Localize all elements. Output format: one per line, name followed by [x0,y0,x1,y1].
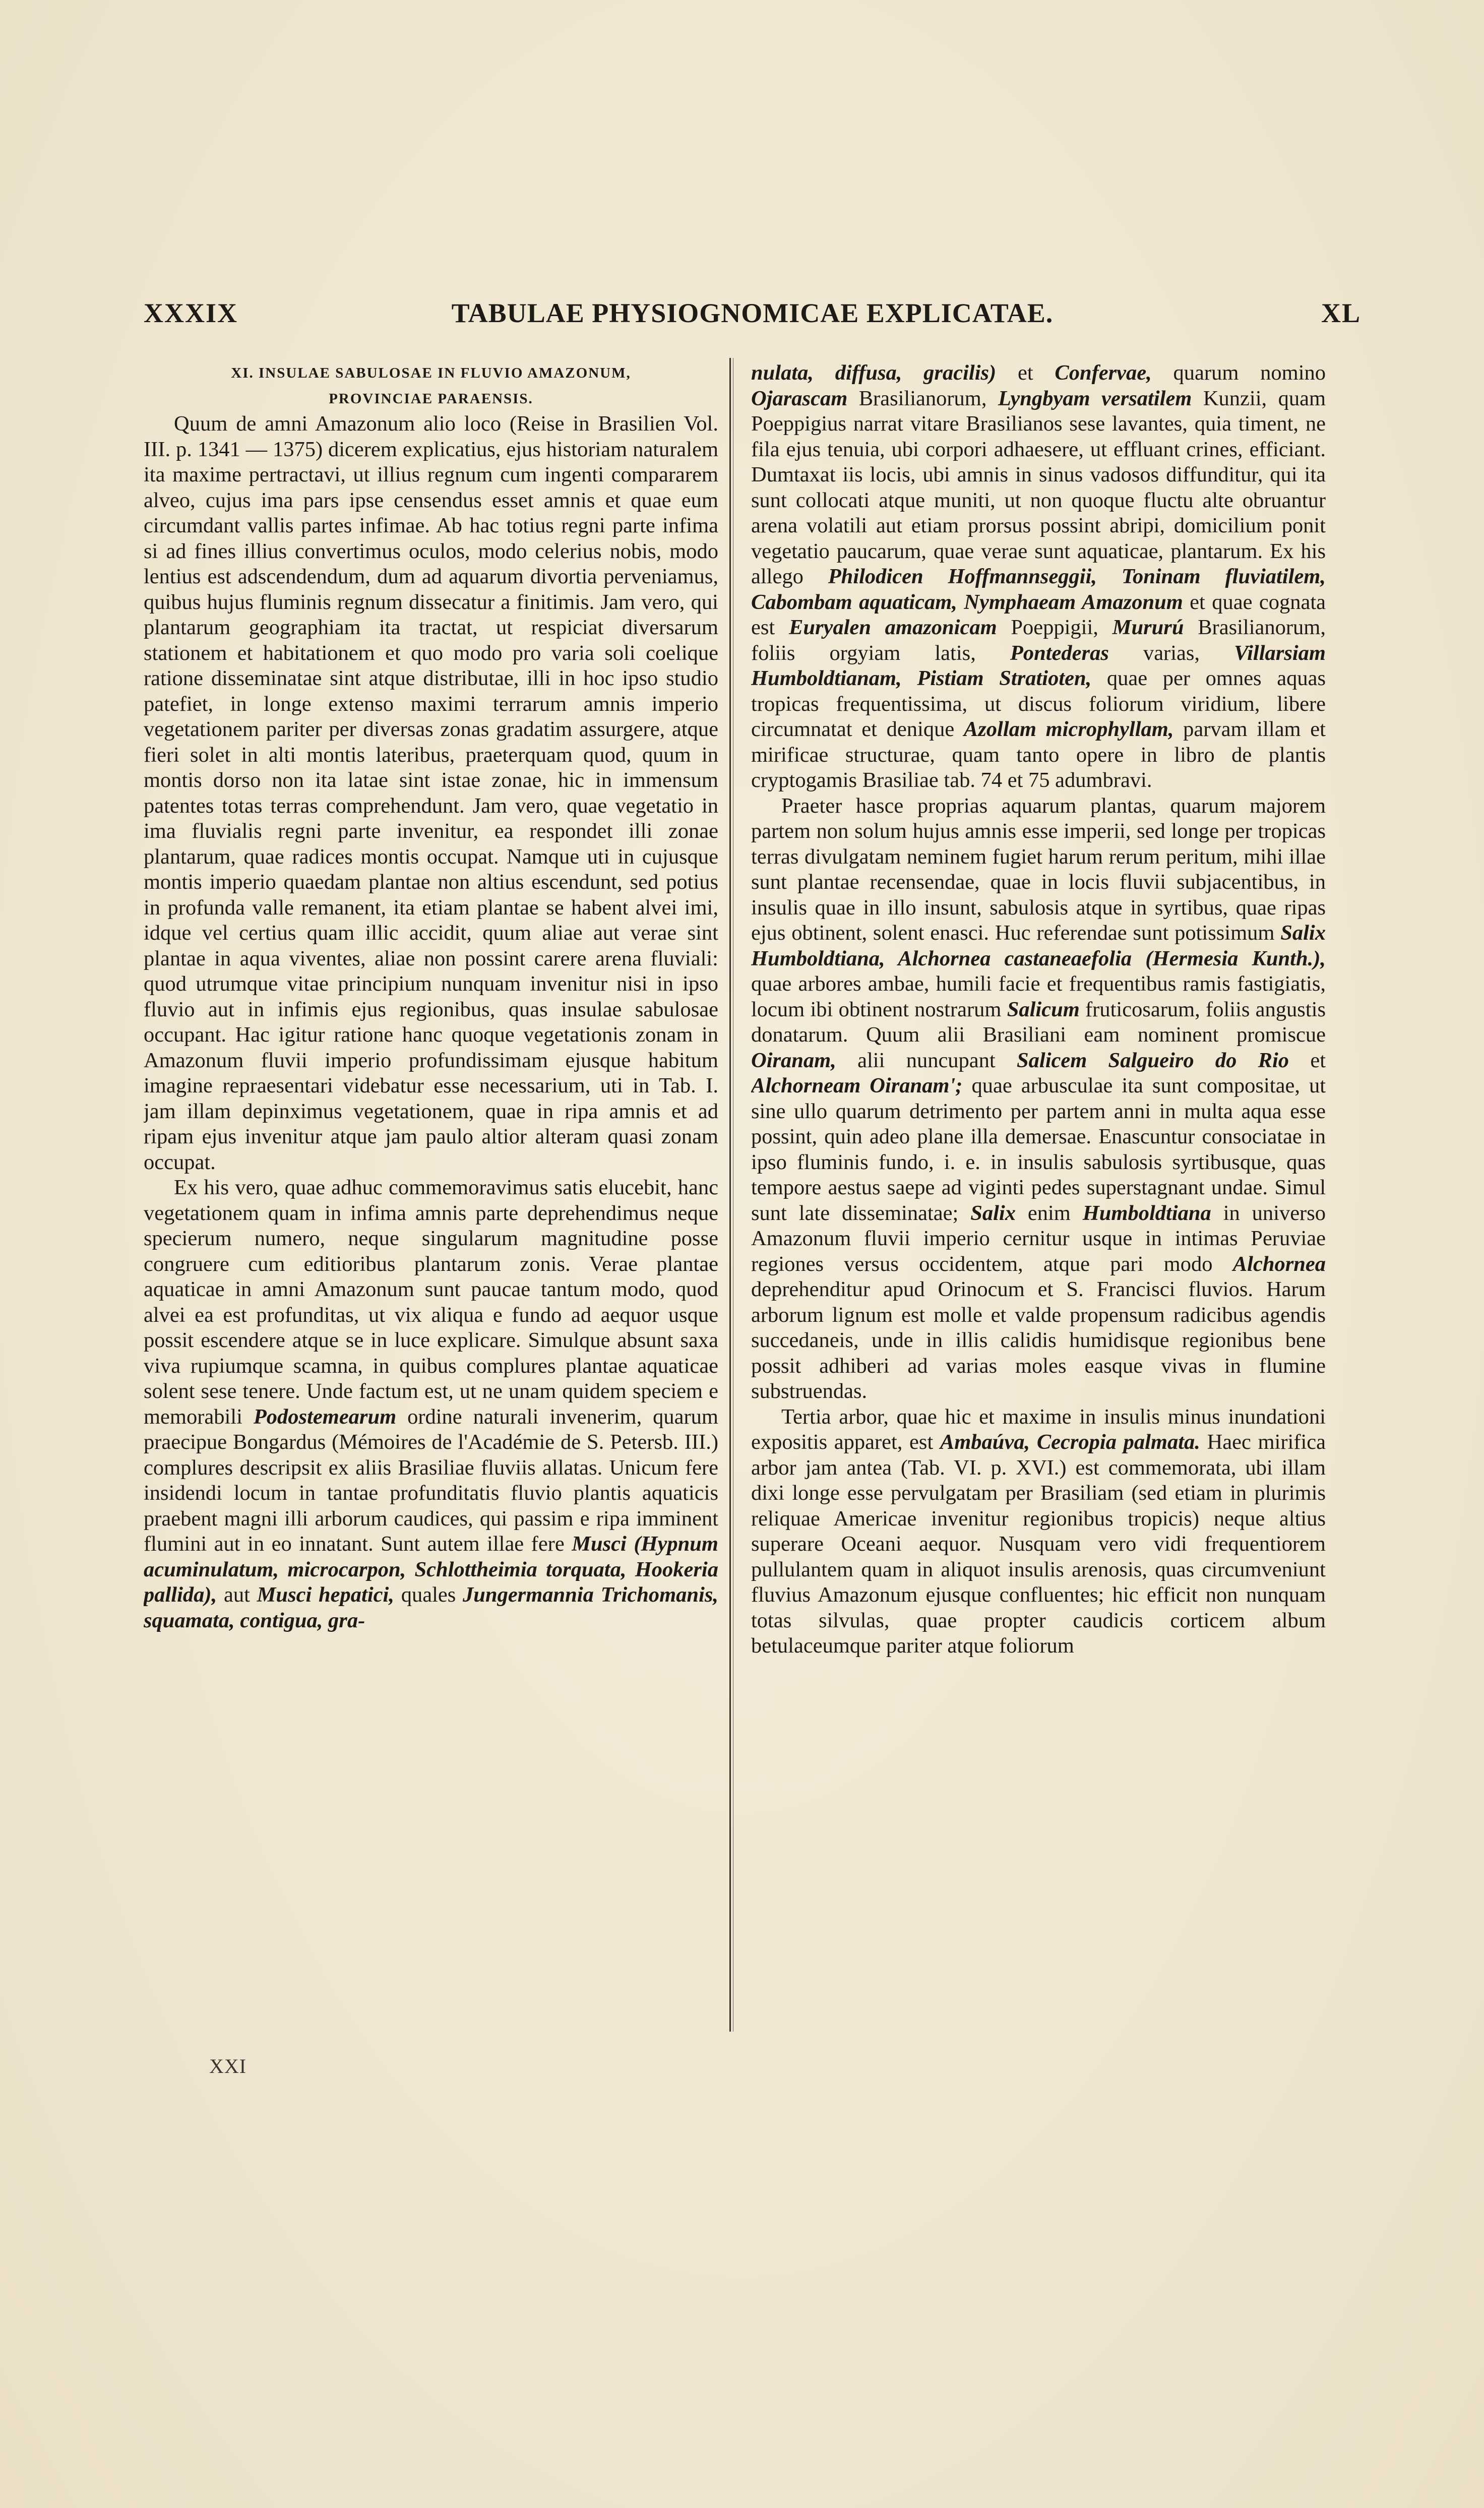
left-column [144,360,718,2034]
section-title-line2: PROVINCIAE PARAENSIS. [329,390,533,407]
right-paragraph-2: Praeter hasce proprias aquarum plantas, quarum majorem partem non solum hujus amnis esse imperii, sed longe per tropicas terras divulgatam neminem fugiet harum rerum peritum, mihi illae sunt plantae recensendae, quae in locis fluvii subjacentibus, in insulis quae in illo insunt, sabulosis atque in syrtibus, quae ripas ejus obtinent, solent enasci. Huc referendae sunt potissimum Salix Humboldtiana, Alchornea castaneaefolia (Hermesia Kunth.), quae arbores ambae, humili facie et frequentibus ramis fastigiatis, locum ibi obtinent nostrarum Salicum fruticosarum, foliis angustis donatarum. Quum alii Brasiliani eam nominent promiscue Oiranam, alii nuncupant Salicem Salgueiro do Rio et Alchorneam Oiranam'; quae arbusculae ita sunt compositae, ut sine ullo quarum detrimento per partem anni in multa aqua esse possint, quin adeo plane illa demersae. Enascuntur consociatae in ipso fluminis fundo, i. e. in insulis sabulosis syrtibusque, quas tempore aestus saepe ad viginti pedes superstagnant undae. Simul sunt late disseminatae; Salix enim Humboldtiana in universo Amazonum fluvii imperio cernitur usque in intimas Peruviae regiones versus occidentem, atque pari modo Alchornea deprehenditur apud Orinocum et S. Francisci fluvios. Harum arborum lignum est molle et valde propensum radicibus agendis succedaneis, unde in illis calidis humidisque regionibus bene possit adhiberi ad varias moles easque vivas in flumine substruendas. [751,793,1326,1403]
right-column [751,360,1326,2034]
left-paragraph-2: Ex his vero, quae adhuc commemoravimus satis elucebit, hanc vegetationem quam in infima amnis parte deprehendimus neque specierum numero, neque singularum magnitudine posse congruere cum editioribus plantarum zonis. Verae plantae aquaticae in amni Amazonum sunt paucae tantum modo, quod alvei ea est profunditas, ut vix aliqua e fundo ad aequor usque possit escendere atque se in luce explicare. Simulque absunt saxa viva rupiumque scamna, in quibus complures plantae aquaticae solent sese tenere. Unde factum est, ut ne unam quidem speciem e memorabili Podostemearum ordine naturali invenerim, quarum praecipue Bongardus (Mémoires de l'Académie de S. Petersb. III.) complures descripsit ex aliis Brasiliae fluviis allatas. Unicum fere insidendi locum in tantae profunditatis fluvio plantis aquaticis praebent magni illi arborum caudices, qui passim e ripa imminent flumini aut in eo innatant. Sunt autem illae fere Musci (Hypnum acuminulatum, microcarpon, Schlottheimia torquata, Hookeria pallida), aut Musci hepatici, quales Jungermannia Trichomanis, squamata, contigua, gra- [144,1176,718,1632]
column-rule [729,358,731,2032]
page-number-right: XL [1321,298,1361,328]
right-paragraph-1: nulata, diffusa, gracilis) et Confervae, quarum nomino Ojarascam Brasilianorum, Lyngbyam versatilem Kunzii, quam Poeppigius narrat vitare Brasilianos sese lavantes, quia timent, ne fila ejus tenuia, ubi corpori adhaesere, ut effluant crines, efficiant. Dumtaxat iis locis, ubi amnis in sinus vadosos diffunditur, qui ita sunt collocati atque muniti, ut non quoque fluctu alte obruantur arena volatili aut etiam prorsus possint abripi, domicilium ponit vegetatio paucarum, quae verae sunt aquaticae, plantarum. Ex his allego Philodicen Hoffmannseggii, Toninam fluviatilem, Cabombam aquaticam, Nymphaeam Amazonum et quae cognata est Euryalen amazonicam Poeppigii, Mururú Brasilianorum, foliis orgyiam latis, Pontederas varias, Villarsiam Humboldtianam, Pistiam Stratioten, quae per omnes aquas tropicas frequentissima, ut discus foliorum viridium, libere circumnatat et denique Azollam microphyllam, parvam illam et mirificae structurae, quam tanto opere in libro de plantis cryptogamis Brasiliae tab. 74 et 75 adumbravi. [751,361,1326,792]
signature-mark: XXI [209,2055,247,2077]
running-header [144,297,1361,343]
right-paragraph-3: Tertia arbor, quae hic et maxime in insulis minus inundationi expositis apparet, est Ambaúva, Cecropia palmata. Haec mirifica arbor jam antea (Tab. VI. p. XVI.) est commemorata, ubi illam dixi longe esse pervulgatam per Brasiliam (sed etiam in plurimis reliquae Americae invenitur regionibus tropicis) neque altius superare Oceani aequor. Nusquam vero vidi frequentiorem pullulantem quam in aliquot insulis arenosis, quas circumveniunt fluvius Amazonum ejusque confluentes; hic efficit non nunquam totas silvulas, quae propter caudicis corticem album betulaceumque pariter atque foliorum [751,1404,1326,1658]
page-number-left: XXXIX [144,298,238,328]
running-title: TABULAE PHYSIOGNOMICAE EXPLICATAE. [451,298,1054,328]
left-paragraph-1: Quum de amni Amazonum alio loco (Reise in Brasilien Vol. III. p. 1341 — 1375) dicerem explicatius, ejus historiam naturalem ita maxime pertractavi, ut illius regnum cum ingenti compararem alveo, cujus ima pars ipse censendus esset amnis et quae eum circumdant vallis partes infimae. Ab hac totius regni parte infima si ad fines illius convertimus oculos, modo celerius nobis, modo lentius est adscendendum, dum ad aquarum divortia perveniamus, quibus hujus fluminis regnum dissecatur a finitimis. Jam vero, qui plantarum geographiam ita tractat, ut respiciat diversarum stationem et habitationem et quo modo pro varia soli coelique ratione disseminatae sint atque distributae, illi in hoc ipso studio patefiet, in longe extenso maximi terrarum amnis imperio vegetationem pariter per diversas zonas gradatim assurgere, atque fieri solet in alti montis lateribus, praeterquam quod, quum in montis dorso non ita latae sint istae zonae, hic in immensum patentes totas terras comprehendunt. Jam vero, quae vegetatio in ima fluvialis regni parte invenitur, ea respondet illi zonae plantarum, quae radices montis occupat. Namque uti in cujusque montis imperio quaedam plantae non altius escendunt, sed potius in profunda valle remanent, ita etiam plantae se habent alvei imi, idque vel certius quam illic accidit, quum aliae aut verae sint plantae in aqua viventes, aliae non possint carere arena fluviali: quod utrumque vitae principium nunquam invenitur nisi in ipso fluvio aut in infimis ejus regionibus, quas insulae sabulosae occupant. Hac igitur ratione hanc quoque vegetationis zonam in Amazonum fluvii imperio profundissimam ejusque habitum imagine repraesentari videbatur esse necessarium, uti in Tab. I. jam illam depinximus vegetationem, quae in ripa amnis et ad ripam ejus invenitur atque jam paulo altior alteram quasi zonam occupat. [144,412,718,1174]
section-title-line1: XI. INSULAE SABULOSAE IN FLUVIO AMAZONUM, [231,365,631,381]
